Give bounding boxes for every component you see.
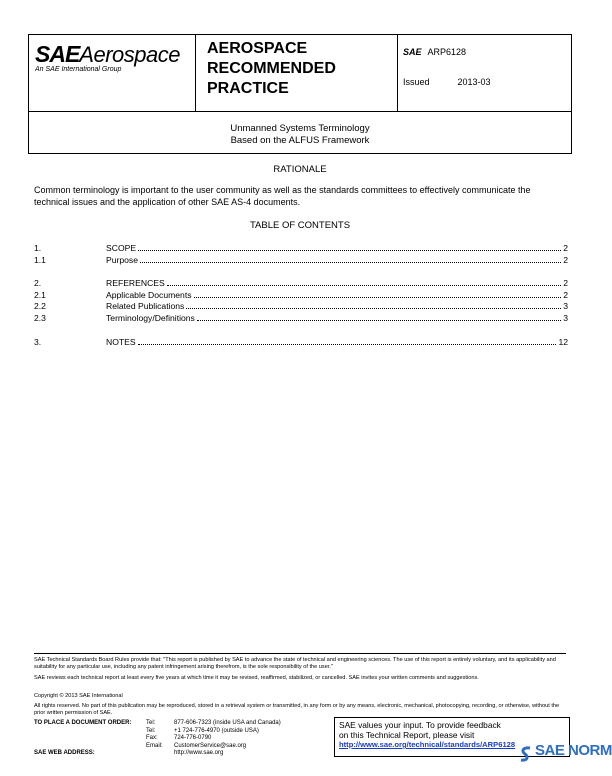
toc-entry-page: 2 [563,255,568,265]
toc-entry-number: 3. [34,337,42,347]
toc-entry-label: SCOPE [106,243,137,253]
toc-entry-page: 2 [563,243,568,253]
order-label: Tel: [146,727,156,734]
doctype-line-3: PRACTICE [207,80,289,97]
sae-aerospace-logo [35,41,180,73]
document-title [0,123,600,147]
standard-prefix: SAE [403,47,422,57]
logo-sae: SAE [35,41,80,67]
toc-entry[interactable] [34,336,568,347]
rights-notice: All rights reserved. No part of this publication may be reproduced, stored in a retrieval system or transmitted, in any form or by any means, electronic, mechanical, photocopying, recording, or otherwise, without the prior written permission of SAE. [34,703,560,717]
logo-tagline: An SAE International Group [35,66,122,73]
toc-entry[interactable] [34,289,568,300]
standard-id: ARP6128 [427,47,467,57]
document-type [207,39,336,99]
issued-info [403,77,491,87]
toc-entry-page: 3 [563,301,568,311]
copyright: Copyright © 2013 SAE International [34,693,123,699]
doctype-line-1: AEROSPACE [207,40,308,57]
toc-entry[interactable] [34,254,568,265]
web-address-link[interactable]: http://www.sae.org [174,750,224,757]
feedback-line-2: on this Technical Report, please visit [339,730,475,740]
toc-entry-label: Related Publications [106,301,185,311]
toc-entry-label: Purpose [106,255,139,265]
toc-entry-number: 2.3 [34,313,46,323]
title-line-2: Based on the ALFUS Framework [230,135,370,146]
web-heading: SAE WEB ADDRESS: [34,750,95,757]
toc-entry-number: 1.1 [34,255,46,265]
toc-heading: TABLE OF CONTENTS [249,220,351,231]
order-label: Email: [146,742,163,749]
watermark-text: SAE NORM [535,742,612,759]
toc-entry[interactable] [34,312,568,323]
order-email[interactable]: CustomerService@sae.org [174,742,247,749]
toc-entry-number: 1. [34,243,42,253]
footer-divider [34,653,566,654]
feedback-link[interactable]: http://www.sae.org/technical/standards/ARP6128 [339,740,516,749]
rationale-text: Common terminology is important to the user community as well as the standards committees to effectively communicate the technical issues and the application of other SAE AS-4 documents. [34,185,531,207]
order-value: 724-776-0790 [174,735,212,742]
header-divider [28,153,572,154]
toc-entry-page: 2 [563,290,568,300]
toc-entry-label: REFERENCES [106,278,165,288]
toc-entry-label: NOTES [106,337,136,347]
rationale-heading: RATIONALE [273,164,327,175]
toc-entry-number: 2.1 [34,290,46,300]
toc-entry-number: 2.2 [34,301,46,311]
order-label: Fax: [146,735,158,742]
feedback-line-1: SAE values your input. To provide feedback [339,720,501,730]
order-value: 877-606-7323 (inside USA and Canada) [174,720,281,726]
order-heading: TO PLACE A DOCUMENT ORDER: [34,720,132,726]
issued-label: Issued [403,77,430,87]
order-label: Tel: [146,720,156,726]
sae-norm-logo-icon [519,746,533,762]
toc-entry-page: 3 [563,313,568,323]
order-value: +1 724-776-4970 (outside USA) [174,727,259,734]
toc-entry-page: 12 [558,337,568,347]
order-info [34,720,281,758]
toc-entry[interactable] [34,242,568,253]
doctype-line-2: RECOMMENDED [207,60,336,77]
standard-number [403,47,466,57]
toc-entry-number: 2. [34,278,42,288]
board-rules-notice: SAE Technical Standards Board Rules provide that: "This report is published by SAE to advance the state of technical and engineering sciences. The use of this report is entirely voluntary, and its applicability and suitability for any particular use, including any patent infringement arising therefrom, is the sole responsibility of the user." [34,657,556,671]
logo-aerospace: Aerospace [79,42,180,67]
review-notice: SAE reviews each technical report at least every five years at which time it may be revised, reaffirmed, stabilized, or cancelled. SAE invites your written comments and suggestions. [34,675,479,681]
issued-date: 2013-03 [457,77,491,87]
toc-entry-label: Applicable Documents [106,290,192,300]
title-line-1: Unmanned Systems Terminology [230,123,370,134]
toc-entry[interactable] [34,300,568,311]
sae-norm-watermark [519,738,612,774]
toc-entry-page: 2 [563,278,568,288]
toc-entry-label: Terminology/Definitions [106,313,195,323]
document-header [28,34,572,112]
toc-entry[interactable] [34,277,568,288]
